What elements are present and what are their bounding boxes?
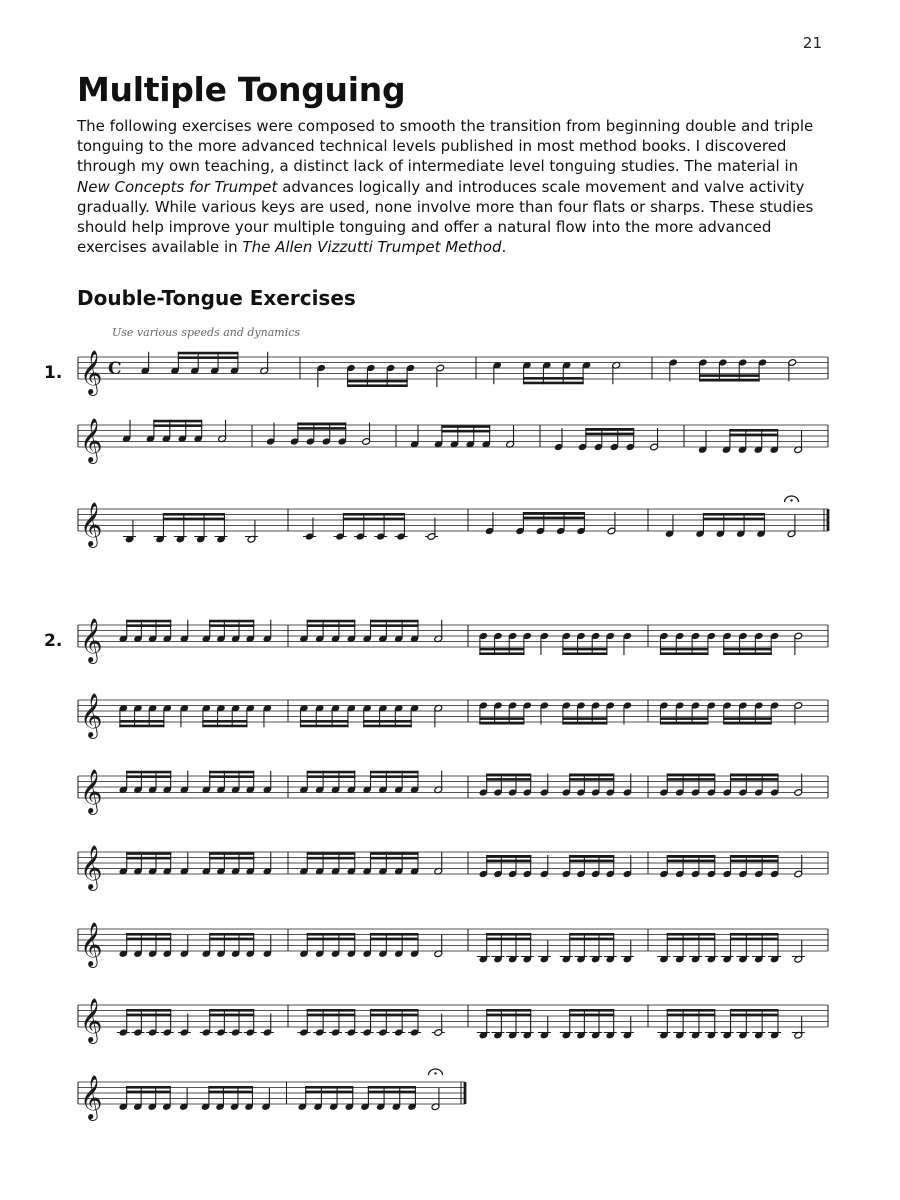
time-signature: C [108,359,122,379]
beam-primary [370,620,419,623]
beam-primary [126,620,171,623]
intro-text-3: . [501,238,507,257]
beam-secondary [486,778,531,781]
beam-secondary [178,356,239,359]
beam-secondary [562,717,607,720]
beam-secondary [307,624,356,627]
beam-secondary [307,775,356,778]
beam-primary [208,1086,253,1089]
treble-clef-icon: 𝄞 [80,502,103,546]
beam-primary [569,1009,614,1012]
beam-secondary [202,720,247,723]
book-title-new-concepts: New Concepts for Trumpet [77,177,278,196]
beam-secondary [363,720,412,723]
intro-text-2: advances logically and introduces scale movement and valve activity gradually. While various keys are used, none involve more than four flats or sharps. These studies should help improve your multiple tonguing and offer a natural flow into the more advanced exercises available in [77,177,814,257]
beam-secondary [343,518,405,521]
beam-primary [307,771,356,774]
treble-clef-icon: 𝄞 [80,618,103,662]
beam-primary [307,620,356,623]
beam-secondary [370,857,419,860]
beam-primary [667,774,716,777]
beam-primary [585,428,634,431]
beam-secondary [370,775,419,778]
beam-primary [441,425,490,428]
beam-secondary [569,938,614,941]
beam-primary [667,933,716,936]
beam-primary [730,933,779,936]
beam-primary [660,652,709,655]
beam-secondary [126,857,171,860]
beam-primary [523,512,585,515]
treble-clef-icon: 𝄞 [80,769,103,813]
beam-secondary [667,860,716,863]
beam-secondary [660,717,709,720]
beam-secondary [153,424,202,427]
beam-secondary [163,518,225,521]
fermata-dot [790,499,792,501]
beam-secondary [523,377,584,380]
beam-primary [569,855,614,858]
beam-secondary [209,1014,254,1017]
beam-secondary [307,1014,356,1017]
beam-primary [209,771,254,774]
beam-primary [486,774,531,777]
beam-secondary [723,648,772,651]
beam-secondary [479,717,524,720]
beam-primary [126,852,171,855]
section-heading: Double-Tongue Exercises [77,286,356,310]
beam-primary [363,725,412,728]
beam-secondary [569,778,614,781]
beam-primary [660,722,709,725]
beam-secondary [667,1014,716,1017]
beam-primary [307,933,356,936]
beam-primary [486,1009,531,1012]
beam-secondary [730,860,779,863]
exercise-number-1: 1. [44,363,63,383]
beam-secondary [486,860,531,863]
beam-secondary [370,624,419,627]
beam-primary [347,384,408,387]
beam-secondary [126,775,171,778]
beam-primary [569,933,614,936]
beam-primary [667,855,716,858]
beam-secondary [126,938,171,941]
beam-secondary [209,938,254,941]
beam-primary [523,382,584,385]
beam-primary [126,933,171,936]
beam-secondary [486,1014,531,1017]
beam-primary [723,722,772,725]
beam-secondary [370,938,419,941]
beam-primary [119,725,164,728]
beam-secondary [347,380,408,383]
beam-secondary [208,1091,253,1094]
beam-primary [307,852,356,855]
beam-primary [370,933,419,936]
treble-clef-icon: 𝄞 [80,693,103,737]
beam-secondary [126,624,171,627]
beam-primary [667,1009,716,1012]
intro-text-1: The following exercises were composed to smooth the transition from beginning double and triple tonguing to the more advanced technical levels published in most method books. I discovered through my own teaching, a distinct lack of intermediate level tonguing studies. The material in [77,117,814,176]
beam-secondary [209,624,254,627]
beam-primary [209,1009,254,1012]
book-title-vizzutti-method: The Allen Vizzutti Trumpet Method [242,238,502,257]
beam-secondary [569,860,614,863]
beam-primary [368,1086,416,1089]
beam-secondary [729,434,778,437]
treble-clef-icon: 𝄞 [80,922,103,966]
beam-secondary [209,857,254,860]
beam-primary [178,352,239,355]
beam-secondary [307,938,356,941]
beam-primary [730,774,779,777]
beam-primary [153,420,202,423]
beam-secondary [209,775,254,778]
beam-primary [305,1086,353,1089]
beam-primary [479,652,524,655]
beam-primary [730,1009,779,1012]
beam-primary [300,725,349,728]
beam-secondary [486,938,531,941]
beam-secondary [479,648,524,651]
beam-secondary [300,720,349,723]
beam-primary [126,771,171,774]
page-title: Multiple Tonguing [77,70,406,109]
beam-secondary [126,1091,171,1094]
beam-primary [202,725,247,728]
beam-secondary [667,778,716,781]
beam-secondary [667,938,716,941]
treble-clef-icon: 𝄞 [80,1075,103,1119]
beam-primary [723,652,772,655]
beam-primary [479,722,524,725]
beam-primary [297,423,346,426]
beam-secondary [297,427,346,430]
beam-secondary [730,938,779,941]
beam-primary [562,722,607,725]
beam-primary [562,652,607,655]
beam-primary [730,855,779,858]
treble-clef-icon: 𝄞 [80,418,103,462]
beam-secondary [703,518,765,521]
beam-primary [370,852,419,855]
beam-primary [486,855,531,858]
beam-secondary [370,1014,419,1017]
beam-primary [307,1009,356,1012]
beam-secondary [305,1091,353,1094]
beam-secondary [730,778,779,781]
beam-primary [699,379,760,382]
treble-clef-icon: 𝄞 [80,845,103,889]
beam-primary [370,1009,419,1012]
treble-clef-icon: 𝄞 [80,998,103,1042]
beam-primary [126,1009,171,1012]
beam-secondary [368,1091,416,1094]
beam-secondary [307,857,356,860]
treble-clef-icon: 𝄞 [80,350,103,394]
beam-secondary [441,430,490,433]
beam-primary [569,774,614,777]
beam-secondary [730,1014,779,1017]
beam-secondary [723,717,772,720]
beam-primary [163,513,225,516]
beam-secondary [569,1014,614,1017]
beam-secondary [585,433,634,436]
tempo-marking: Use various speeds and dynamics [112,326,301,339]
beam-primary [729,429,778,432]
beam-secondary [119,720,164,723]
beam-primary [486,933,531,936]
beam-secondary [126,1014,171,1017]
beam-primary [126,1086,171,1089]
beam-secondary [699,374,760,377]
beam-primary [343,513,405,516]
beam-primary [209,852,254,855]
fermata-dot [434,1072,436,1074]
beam-secondary [660,648,709,651]
exercise-number-2: 2. [44,631,63,651]
beam-primary [209,620,254,623]
beam-secondary [523,517,585,520]
page-number: 21 [802,34,822,52]
beam-secondary [562,648,607,651]
beam-primary [209,933,254,936]
beam-primary [703,513,765,516]
beam-primary [370,771,419,774]
